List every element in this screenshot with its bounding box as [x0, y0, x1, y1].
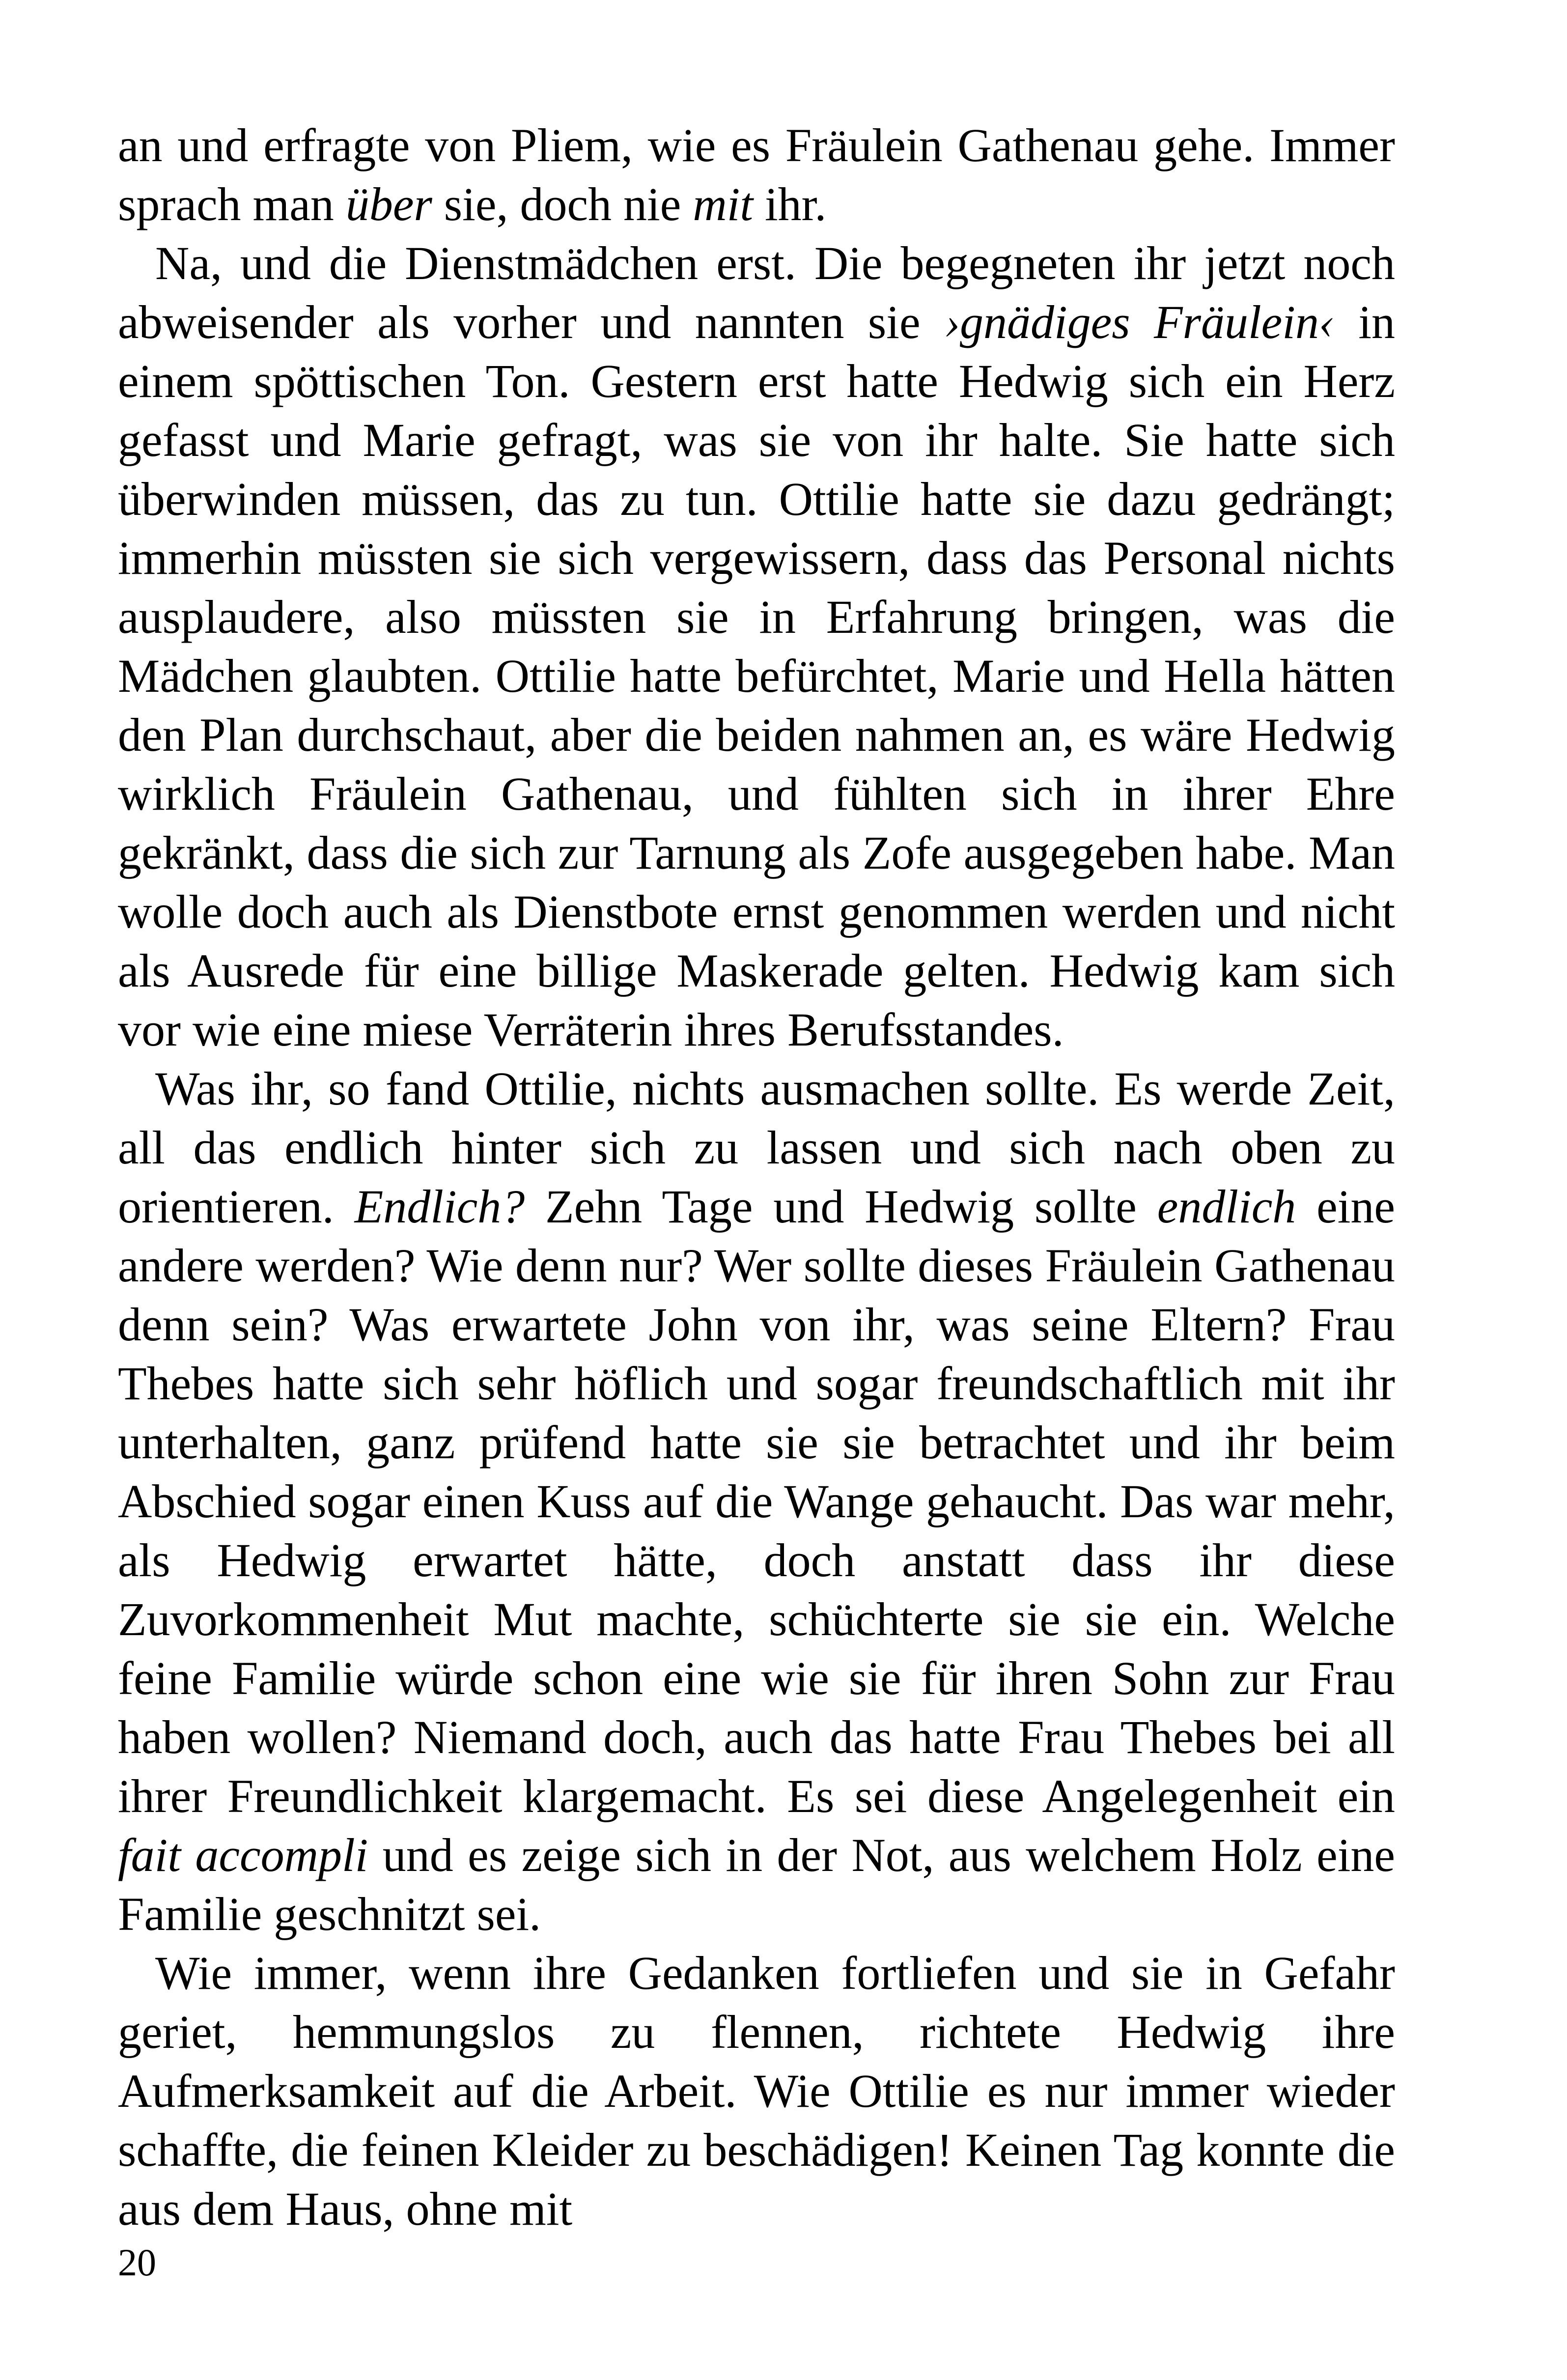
text-run: Zehn Tage und Hedwig sollte: [525, 1180, 1157, 1233]
italic-emphasis: Endlich?: [354, 1180, 525, 1233]
text-run: Was ihr, so fand Ottilie, nichts ausmachen sollte. Es werde Zeit, all das endlich hinter sich zu lassen und sich nach oben zu orientieren.: [118, 1062, 1395, 1233]
page-number: 20: [118, 2241, 156, 2284]
paragraph: [118, 234, 1395, 1059]
text-run: eine andere werden? Wie denn nur? Wer sollte dieses Fräulein Gathenau denn sein? Was erwartete John von ihr, was seine Eltern? Frau Thebes hatte sich sehr höflich und sogar freundschaftlich mit ihr unterhalten, ganz prüfend hatte sie sie betrachtet und ihr beim Abschied sogar einen Kuss auf die Wange gehaucht. Das war mehr, als Hedwig erwartet hätte, doch anstatt dass ihr diese Zuvorkommenheit Mut machte, schüchterte sie sie ein. Welche feine Familie würde schon eine wie sie für ihren Sohn zur Frau haben wollen? Niemand doch, auch das hatte Frau Thebes bei all ihrer Freundlichkeit klargemacht. Es sei diese Angelegenheit ein: [118, 1180, 1396, 1822]
text-run: und es zeige sich in der Not, aus welchem Holz eine Familie geschnitzt sei.: [118, 1829, 1396, 1940]
text-run: sie, doch nie: [432, 178, 693, 230]
text-run: Wie immer, wenn ihre Gedanken fortliefen und sie in Gefahr geriet, hemmungslos zu flennen, richtete Hedwig ihre Aufmerksamkeit auf die Arbeit. Wie Ottilie es nur immer wieder schaffte, die feinen Kleider zu beschädigen! Keinen Tag konnte die aus dem Haus, ohne mit: [118, 1947, 1395, 2235]
italic-emphasis: endlich: [1157, 1180, 1296, 1233]
italic-emphasis: ›gnädiges Fräulein‹: [944, 296, 1335, 348]
text-run: Na, und die Dienstmädchen erst. Die begegneten ihr jetzt noch abweisender als vorher und nannten sie: [118, 237, 1395, 348]
paragraph: [118, 1944, 1395, 2238]
text-run: ihr.: [753, 178, 827, 230]
italic-emphasis: mit: [693, 178, 753, 230]
text-run: in einem spöttischen Ton. Gestern erst hatte Hedwig sich ein Herz gefasst und Marie gefragt, was sie von ihr halte. Sie hatte sich überwinden müssen, das zu tun. Ottilie hatte sie dazu gedrängt; immerhin müssten sie sich vergewissern, dass das Personal nichts ausplaudere, also müssten sie in Erfahrung bringen, was die Mädchen glaubten. Ottilie hatte befürchtet, Marie und Hella hätten den Plan durchschaut, aber die beiden nahmen an, es wäre Hedwig wirklich Fräulein Gathenau, und fühlten sich in ihrer Ehre gekränkt, dass die sich zur Tarnung als Zofe ausgegeben habe. Man wolle doch auch als Dienstbote ernst genommen werden und nicht als Ausrede für eine billige Maskerade gelten. Hedwig kam sich vor wie eine miese Verräterin ihres Berufsstandes.: [118, 296, 1396, 1056]
italic-emphasis: über: [345, 178, 432, 230]
paragraph: [118, 1059, 1395, 1944]
text-run: an und erfragte von Pliem, wie es Fräulein Gathenau gehe. Immer sprach man: [118, 119, 1395, 230]
italic-emphasis: fait accompli: [118, 1829, 368, 1881]
body-text: [118, 116, 1395, 2238]
paragraph: [118, 116, 1395, 234]
